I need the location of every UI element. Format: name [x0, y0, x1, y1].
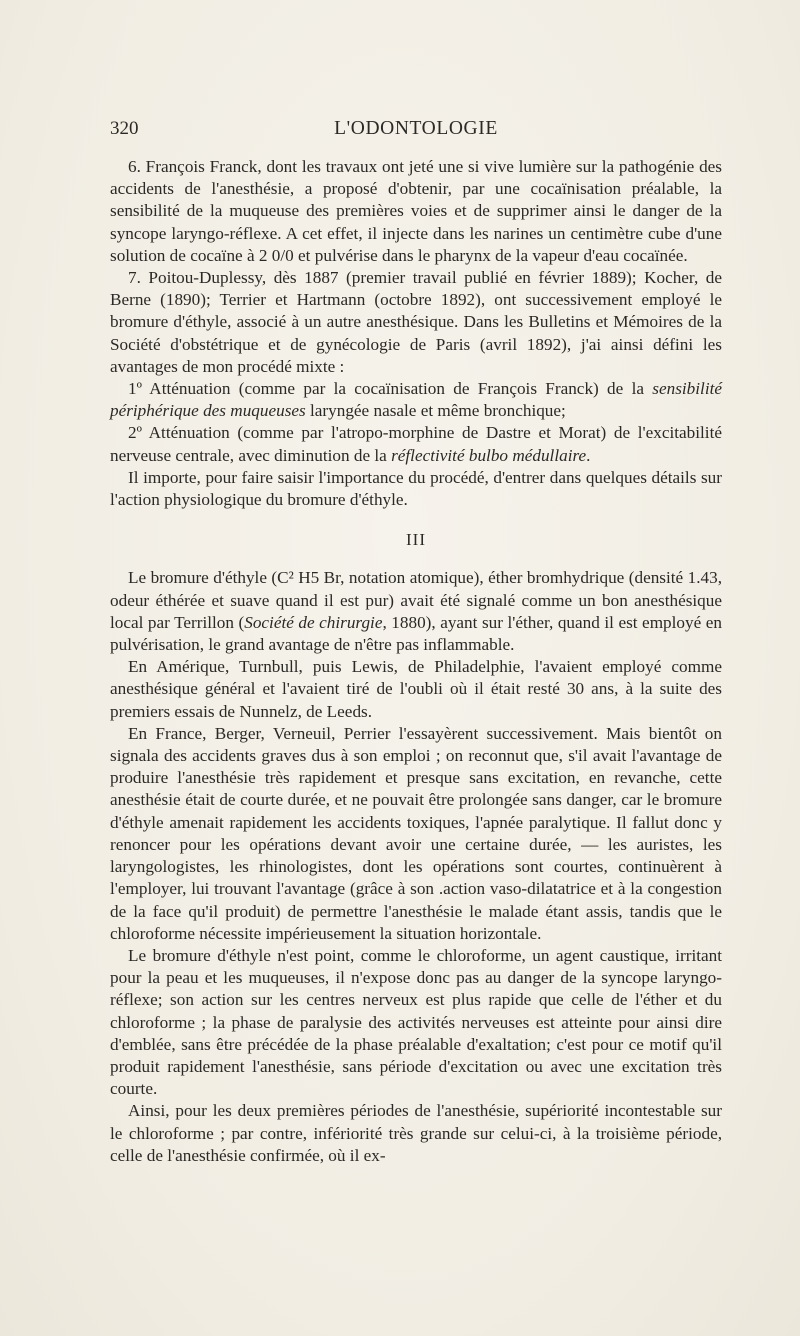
text-run: En France, Berger, Verneuil, Perrier l'essayèrent successivement. Mais bientôt on signala des accidents graves dus à son emploi ; on reconnut que, s'il avait l'avantage de produire l'anesthésie très rapidement et presque sans excitation, en revanche, cette anesthésie était de courte durée, et ne pouvait être prolongée sans danger, car le bromure d'éthyle amenait rapidement les accidents toxiques, l'apnée paralytique. Il fallut donc y renoncer pour les opérations devant avoir une certaine durée, — les auristes, les laryngologistes, les rhinologistes, dont les opérations sont courtes, continuèrent à l'employer, lui trouvant l'avantage (grâce à son .action vaso-dilatatrice et à la congestion de la face qu'il produit) de permettre l'anesthésie le malade étant assis, tandis que le chloroforme nécessite impérieusement la situation horizontale.	[110, 723, 722, 943]
paragraph	[110, 378, 722, 422]
paragraph	[110, 567, 722, 656]
paragraphs-before	[110, 156, 722, 511]
text-run: Le bromure d'éthyle (C² H5 Br, notation atomique), éther bromhydrique (densité 1.43, odeur éthérée et suave quand il est pur) avait été signalé comme un bon anesthésique local par Terrillon (	[110, 568, 722, 632]
text-run: 2º Atténuation (comme par l'atropo-morphine de Dastre et Morat) de l'excitabilité nerveuse centrale, avec diminution de la	[110, 423, 722, 465]
paragraph	[110, 945, 722, 1100]
paragraphs-after	[110, 567, 722, 1166]
paragraph	[110, 723, 722, 945]
text-run: 1º Atténuation (comme par la cocaïnisation de François Franck) de la	[128, 379, 653, 399]
text-run: 7. Poitou-Duplessy, dès 1887 (premier travail publié en février 1889); Kocher, de Berne (1890); Terrier et Hartmann (octobre 1892), ont successivement employé le bromure d'éthyle, associé à un autre anesthésique. Dans les Bulletins et Mémoires de la Société d'obstétrique et de gynécologie de Paris (avril 1892), j'ai ainsi défini les avantages de mon procédé mixte :	[110, 268, 722, 376]
paragraph	[110, 656, 722, 723]
paragraph	[110, 422, 722, 466]
section-heading: III	[406, 530, 426, 550]
text-run: .	[586, 445, 591, 465]
paragraph	[110, 467, 722, 511]
paragraph	[110, 156, 722, 267]
text-run: En Amérique, Turnbull, puis Lewis, de Philadelphie, l'avaient employé comme anesthésique général et l'avaient tiré de l'oubli où il était resté 30 ans, à la suite des premiers essais de Nunnelz, de Leeds.	[110, 657, 722, 721]
text-run: Il importe, pour faire saisir l'importance du procédé, d'entrer dans quelques détails sur l'action physiologique du bromure d'éthyle.	[110, 467, 722, 510]
text-run: , 1880), ayant sur l'éther, quand il est employé en pulvérisation, le grand avantage de n'être pas inflammable.	[110, 612, 722, 655]
text-run: 6. François Franck, dont les travaux ont jeté une si vive lumière sur la pathogénie des accidents de l'anesthésie, a proposé d'obtenir, par une cocaïnisation préalable, la sensibilité de la muqueuse des premières voies et de supprimer ainsi le danger de la syncope laryngo-réflexe. A cet effet, il injecte dans les narines un centimètre cube d'une solution de cocaïne à 2 0/0 et pulvérise dans le pharynx de la vapeur d'eau cocaïnée.	[110, 157, 722, 265]
page-header	[110, 118, 722, 144]
text-run: Le bromure d'éthyle n'est point, comme le chloroforme, un agent caustique, irritant pour la peau et les muqueuses, il n'expose donc pas au danger de la syncope laryngo-réflexe; son action sur les centres nerveux est plus rapide que celle de l'éther et du chloroforme ; la phase de paralysie des activités nerveuses est atteinte pour ainsi dire d'emblée, sans être précédée de la phase préalable d'exaltation; c'est pour ce motif qu'il produit rapidement l'anesthésie, sans période d'excitation ou avec une excitation très courte.	[110, 945, 722, 1099]
italic-text-run: Société de chirurgie	[244, 612, 383, 632]
text-run: laryngée nasale et même bronchique;	[305, 401, 566, 421]
italic-text-run: sensibilité périphérique des muqueuses	[110, 379, 722, 421]
paragraph	[110, 1100, 722, 1167]
text-run: Ainsi, pour les deux premières périodes de l'anesthésie, supériorité incontestable sur le chloroforme ; par contre, infériorité très grande sur celui-ci, à la troisième période, celle de l'anesthésie confirmée, où il ex-	[110, 1101, 722, 1165]
running-title: L'ODONTOLOGIE	[334, 118, 498, 139]
paragraph	[110, 267, 722, 378]
italic-text-run: réflectivité bulbo médullaire	[391, 445, 587, 465]
page-number: 320	[110, 118, 139, 139]
body-text	[110, 156, 722, 1167]
